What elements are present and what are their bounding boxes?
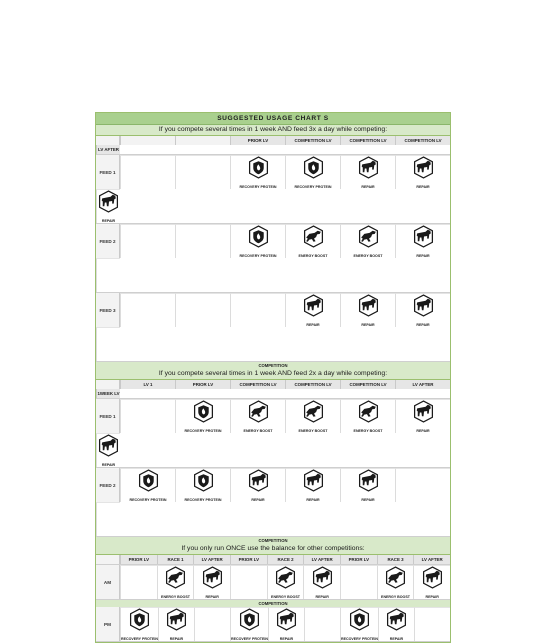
product-caption: REPAIR	[361, 185, 375, 189]
column-header: COMPETITION LV	[285, 136, 340, 145]
column-header	[175, 136, 230, 145]
product-caption: RECOVERY PROTEIN	[129, 498, 167, 502]
table-cell	[96, 502, 120, 536]
product-caption: REPAIR	[279, 637, 294, 641]
usage-chart	[95, 112, 451, 643]
horse-icon	[358, 294, 379, 322]
product-caption: ENERGY BOOST	[298, 429, 328, 433]
header-corner	[96, 136, 120, 145]
horse-icon	[413, 294, 434, 322]
table-cell	[285, 155, 340, 189]
horse-icon	[166, 608, 187, 636]
table-cell	[120, 399, 175, 433]
column-header: LV AFTER	[193, 555, 230, 564]
product-caption: RECOVERY PROTEIN	[184, 429, 222, 433]
table-cell	[230, 399, 285, 433]
horse-icon	[303, 469, 324, 497]
table-cell	[120, 468, 175, 502]
horse-icon	[413, 225, 434, 253]
header-corner	[96, 555, 120, 564]
table-row	[96, 224, 450, 293]
column-header: LV AFTER	[395, 380, 450, 389]
table-row	[96, 468, 450, 537]
table-row	[96, 293, 450, 362]
table-cell	[340, 399, 395, 433]
table-cell	[285, 468, 340, 502]
column-header	[120, 136, 175, 145]
shield-icon	[349, 608, 370, 636]
section3-table	[96, 555, 450, 642]
horse-icon	[358, 469, 379, 497]
shield-icon	[239, 608, 260, 636]
header-corner	[96, 380, 120, 389]
table-cell	[230, 293, 285, 327]
product-caption: REPAIR	[251, 498, 265, 502]
column-header: RACE 3	[377, 555, 414, 564]
competition-strip: COMPETITION	[96, 600, 450, 607]
table-row	[96, 565, 450, 600]
section2-table	[96, 380, 450, 544]
competition-strip: COMPETITION	[96, 537, 450, 544]
product-caption: ENERGY BOOST	[298, 254, 328, 258]
table-cell	[340, 293, 395, 327]
row-label: PM	[96, 607, 120, 641]
product-caption: REPAIR	[361, 498, 375, 502]
shield-icon	[193, 469, 214, 497]
table-cell	[268, 607, 304, 641]
shield-icon	[303, 156, 324, 184]
horse-icon	[98, 434, 119, 462]
horse-icon	[276, 608, 297, 636]
row-label: FEED 2	[96, 468, 120, 502]
column-header: PRIOR LV	[175, 380, 230, 389]
product-caption: RECOVERY PROTEIN	[239, 185, 277, 189]
section1-instruction: If you compete several times in 1 week AND feed 3x a day while competing:	[96, 125, 450, 136]
table-cell	[230, 224, 285, 258]
product-caption: ENERGY BOOST	[353, 429, 383, 433]
table-cell	[175, 155, 230, 189]
product-caption: ENERGY BOOST	[353, 254, 383, 258]
horse-icon	[413, 400, 434, 428]
product-caption: REPAIR	[416, 185, 430, 189]
section2-instruction: If you compete several times in 1 week AND feed 2x a day while competing:	[96, 369, 450, 380]
shield-icon	[193, 400, 214, 428]
table-cell	[395, 224, 450, 258]
product-caption: REPAIR	[306, 323, 320, 327]
column-header: LV AFTER	[98, 147, 119, 152]
table-cell	[230, 607, 268, 641]
table-cell	[377, 565, 414, 599]
table-cell	[340, 155, 395, 189]
column-header: COMPETITION LV	[340, 136, 395, 145]
section1-header-row	[96, 136, 450, 155]
product-caption: REPAIR	[389, 637, 404, 641]
shield-icon	[129, 608, 150, 636]
table-cell	[340, 468, 395, 502]
column-header: LV 1	[120, 380, 175, 389]
table-cell	[395, 155, 450, 189]
row-label: AM	[96, 565, 120, 599]
product-caption: ENERGY BOOST	[243, 429, 273, 433]
table-cell	[395, 293, 450, 327]
table-cell	[230, 565, 267, 599]
product-caption: ENERGY BOOST	[271, 595, 300, 599]
column-header: PRIOR LV	[340, 555, 377, 564]
table-cell	[340, 224, 395, 258]
running-horse-icon	[358, 225, 379, 253]
shield-icon	[248, 225, 269, 253]
column-header: COMPETITION LV	[340, 380, 395, 389]
row-label: FEED 1	[96, 399, 120, 433]
product-caption: REPAIR	[169, 637, 184, 641]
horse-icon	[98, 190, 119, 218]
running-horse-icon	[358, 400, 379, 428]
column-header: PRIOR LV	[120, 555, 157, 564]
section1-table	[96, 136, 450, 369]
row-label: FEED 3	[96, 293, 120, 327]
column-header: PRIOR LV	[230, 555, 267, 564]
running-horse-icon	[275, 566, 296, 594]
product-caption: REPAIR	[416, 254, 430, 258]
running-horse-icon	[248, 400, 269, 428]
product-caption: REPAIR	[306, 498, 320, 502]
product-caption: RECOVERY PROTEIN	[239, 254, 277, 258]
table-cell	[120, 293, 175, 327]
table-cell	[303, 565, 340, 599]
table-cell	[120, 565, 157, 599]
horse-icon	[422, 566, 443, 594]
product-caption: REPAIR	[361, 323, 375, 327]
table-cell	[285, 293, 340, 327]
product-caption: RECOVERY PROTEIN	[231, 637, 268, 641]
product-caption: REPAIR	[205, 595, 219, 599]
table-cell	[395, 399, 450, 433]
table-cell	[175, 399, 230, 433]
row-label: FEED 2	[96, 224, 120, 258]
horse-icon	[202, 566, 223, 594]
shield-icon	[138, 469, 159, 497]
column-header: COMPETITION LV	[285, 380, 340, 389]
column-header: 1WEEK LV	[97, 391, 120, 396]
section3-instruction: If you only run ONCE use the balance for other competitions:	[96, 544, 450, 555]
section3-header-row	[96, 555, 450, 565]
table-cell	[230, 155, 285, 189]
horse-icon	[303, 294, 324, 322]
table-cell	[304, 607, 340, 641]
running-horse-icon	[385, 566, 406, 594]
column-header: COMPETITION LV	[395, 136, 450, 145]
column-header: RACE 2	[267, 555, 304, 564]
table-row	[96, 607, 450, 642]
horse-icon	[248, 469, 269, 497]
horse-icon	[386, 608, 407, 636]
table-cell	[157, 565, 194, 599]
column-header: PRIOR LV	[230, 136, 285, 145]
running-horse-icon	[303, 225, 324, 253]
shield-icon	[248, 156, 269, 184]
running-horse-icon	[303, 400, 324, 428]
column-header: COMPETITION LV	[230, 380, 285, 389]
table-cell	[395, 468, 450, 502]
table-cell	[96, 433, 120, 467]
column-header: LV AFTER	[413, 555, 450, 564]
table-cell	[414, 607, 450, 641]
product-caption: REPAIR	[101, 463, 116, 467]
product-caption: ENERGY BOOST	[381, 595, 410, 599]
product-caption: REPAIR	[416, 429, 430, 433]
section2-header-row	[96, 380, 450, 399]
table-cell	[413, 565, 450, 599]
product-caption: RECOVERY PROTEIN	[184, 498, 222, 502]
chart-title: SUGGESTED USAGE CHART S	[96, 113, 450, 125]
table-cell	[175, 224, 230, 258]
product-caption: RECOVERY PROTEIN	[294, 185, 332, 189]
table-cell	[285, 224, 340, 258]
table-cell	[267, 565, 304, 599]
table-cell	[96, 258, 120, 292]
product-caption: REPAIR	[315, 595, 329, 599]
column-header: RACE 1	[157, 555, 194, 564]
horse-icon	[413, 156, 434, 184]
horse-icon	[312, 566, 333, 594]
table-cell	[120, 607, 158, 641]
table-cell	[193, 565, 230, 599]
table-cell	[340, 565, 377, 599]
table-cell	[175, 293, 230, 327]
product-caption: ENERGY BOOST	[161, 595, 190, 599]
table-row	[96, 155, 450, 224]
product-caption: RECOVERY PROTEIN	[341, 637, 378, 641]
horse-icon	[358, 156, 379, 184]
table-cell	[285, 399, 340, 433]
competition-strip: COMPETITION	[96, 362, 450, 369]
table-cell	[194, 607, 230, 641]
table-cell	[120, 224, 175, 258]
table-cell	[96, 327, 120, 361]
table-cell	[120, 155, 175, 189]
row-label: FEED 1	[96, 155, 120, 189]
running-horse-icon	[165, 566, 186, 594]
table-cell	[230, 468, 285, 502]
column-header: LV AFTER	[303, 555, 340, 564]
table-cell	[378, 607, 414, 641]
product-caption: REPAIR	[101, 219, 116, 223]
table-row	[96, 399, 450, 468]
product-caption: REPAIR	[425, 595, 439, 599]
table-cell	[175, 468, 230, 502]
table-cell	[158, 607, 194, 641]
product-caption: REPAIR	[416, 323, 430, 327]
table-cell	[340, 607, 378, 641]
table-cell	[96, 189, 120, 223]
product-caption: RECOVERY PROTEIN	[121, 637, 158, 641]
